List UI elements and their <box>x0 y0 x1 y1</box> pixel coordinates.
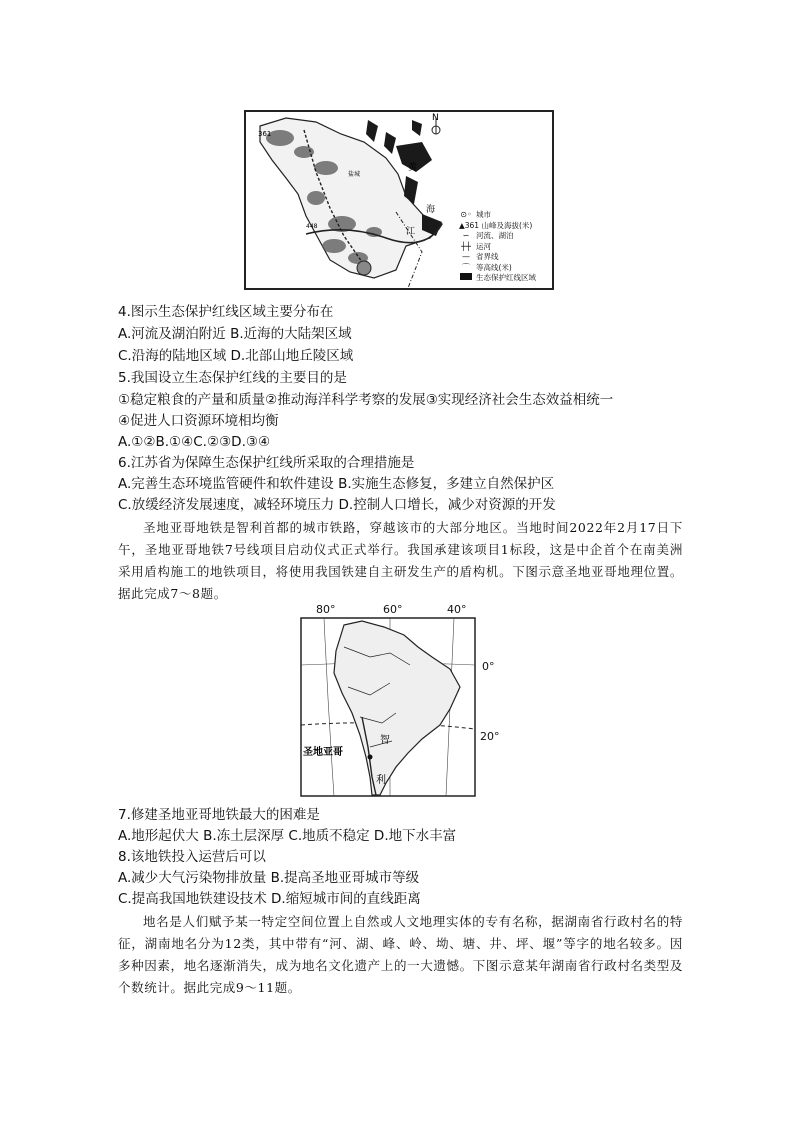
legend-item-peak: ▲361 山峰及海拔(米) <box>459 220 533 230</box>
yancheng-label: 盐城 <box>348 171 361 178</box>
q6-options-ab: A.完善生态环境监管硬件和软件建设 B.实施生态修复，多建立自然保护区 <box>118 476 555 492</box>
shanghai-city-marker <box>357 261 371 275</box>
q7-options: A.地形起伏大 B.冻土层深厚 C.地质不稳定 D.地下水丰富 <box>118 828 457 844</box>
yellow-sea-label: 黄 <box>408 163 418 173</box>
canal-symbol-icon: ┼┼ <box>461 241 471 251</box>
q5-stem: 5.我国设立生态保护红线的主要目的是 <box>118 370 347 386</box>
legend-item-canal: ┼┼ 运河 <box>459 242 536 253</box>
legend-item-river: ∽ 河流、湖泊 <box>459 231 536 242</box>
q8-stem: 8.该地铁投入运营后可以 <box>118 849 266 865</box>
peak-448-label: 448 <box>306 223 318 230</box>
boundary-symbol-icon: — <box>462 252 470 261</box>
lon-tick-40: 40° <box>447 603 467 616</box>
chile-label-2: 利 <box>376 775 386 786</box>
q8-options-ab: A.减少大气污染物排放量 B.提高圣地亚哥城市等级 <box>118 870 420 886</box>
q5-options: A.①②B.①④C.②③D.③④ <box>118 434 271 450</box>
contour-symbol-icon: ⌒ <box>462 262 470 272</box>
q4-stem: 4.图示生态保护红线区域主要分布在 <box>118 304 334 320</box>
santiago-marker <box>368 755 373 760</box>
peak-361-label: 361 <box>258 130 272 138</box>
q4-options-ab: A.河流及湖泊附近 B.近海的大陆架区域 <box>118 326 352 342</box>
south-america-map-graphic <box>300 617 476 797</box>
lon-tick-80: 80° <box>316 603 336 616</box>
q8-options-cd: C.提高我国地铁建设技术 D.缩短城市间的直线距离 <box>118 891 421 907</box>
river-symbol-icon: ∽ <box>462 231 470 240</box>
north-label: N <box>432 113 439 123</box>
passage-hunan-place-names: 地名是人们赋予某一特定空间位置上自然或人文地理实体的专有名称，据湖南省行政村名的特征，湖南地名分为12类，其中带有“河、湖、峰、岭、坳、塘、井、坪、堰”等字的地名较多。因多种因素，地名逐渐消失，成为地名文化遗产上的一大遗憾。下图示意某年湖南省行政村名类型及个数统计。据此完成9～11题。 <box>118 914 683 995</box>
lon-tick-60: 60° <box>383 603 403 616</box>
fill-symbol-icon <box>459 273 473 284</box>
q6-stem: 6.江苏省为保障生态保护红线所采取的合理措施是 <box>118 455 415 471</box>
legend-item-boundary: — 省界线 <box>459 252 536 263</box>
river-label: 江 <box>406 227 416 237</box>
q7-stem: 7.修建圣地亚哥地铁最大的困难是 <box>118 807 320 823</box>
q6-options-cd: C.放缓经济发展速度，减轻环境压力 D.控制人口增长，减少对资源的开发 <box>118 497 556 513</box>
legend-item-redline: 生态保护红线区域 <box>459 273 536 284</box>
passage-santiago-metro: 圣地亚哥地铁是智利首都的城市铁路，穿越该市的大部分地区。当地时间2022年2月17日下午，圣地亚哥地铁7号线项目启动仪式正式举行。我国承建该项目1标段，这是中企首个在南美洲采用盾构施工的地铁项目，将使用我国铁建自主研发生产的盾构机。下图示意圣地亚哥地理位置。据此完成7～8题。 <box>118 520 683 601</box>
legend-item-city: ⊙◦ 城市 <box>460 210 491 219</box>
legend-item-contour: ⌒ 等高线(米) <box>459 263 536 274</box>
lat-tick-0: 0° <box>482 660 495 673</box>
south-america-map <box>300 617 476 797</box>
chile-label-1: 智 <box>380 735 390 746</box>
lat-tick-20: 20° <box>480 730 500 743</box>
santiago-label: 圣地亚哥 <box>303 747 343 758</box>
map1-legend <box>459 210 536 284</box>
q4-options-cd: C.沿海的陆地区域 D.北部山地丘陵区域 <box>118 348 354 364</box>
city-symbol-icon: ⊙◦ <box>460 210 472 219</box>
sea-label: 海 <box>426 205 436 215</box>
q5-items-line2: ④促进人口资源环境相均衡 <box>118 413 279 429</box>
q5-items-line1: ①稳定粮食的产量和质量②推动海洋科学考察的发展③实现经济社会生态效益相统一 <box>118 392 614 408</box>
